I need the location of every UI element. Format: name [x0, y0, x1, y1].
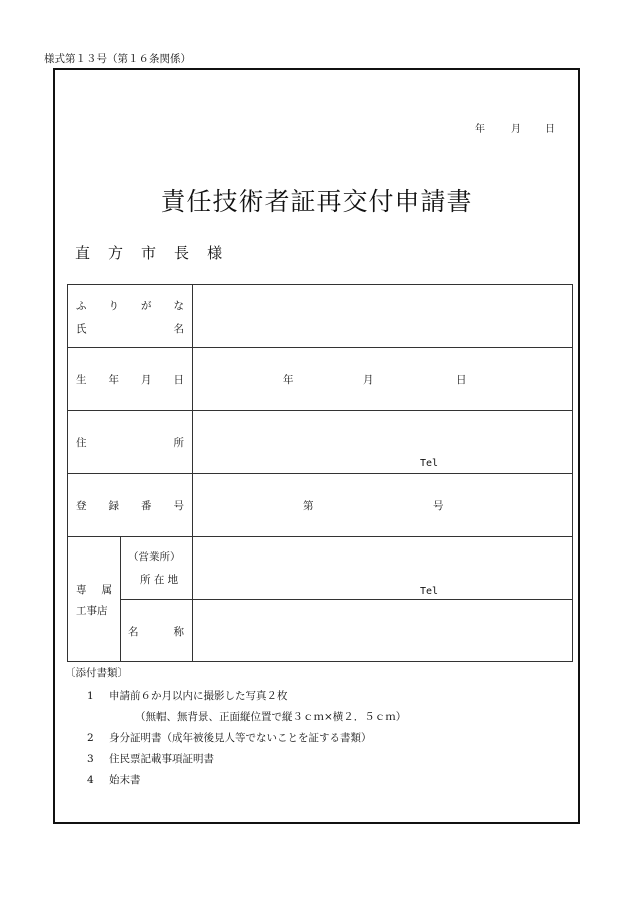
- birth-month-unit: 月: [363, 374, 374, 386]
- attachment-item: [87, 688, 288, 703]
- date-month: 月: [511, 124, 521, 135]
- label-char: 属: [101, 584, 112, 596]
- label-char: な: [173, 300, 184, 312]
- label-char: 住: [76, 437, 87, 449]
- label-char: 番: [141, 500, 152, 512]
- column-line: [120, 536, 121, 661]
- contractor-label: [76, 582, 112, 597]
- address-tel-label: Tel: [420, 458, 439, 469]
- registration-number-label: [76, 498, 184, 513]
- label-char: 日: [173, 374, 184, 386]
- recipient-char: 方: [108, 244, 130, 262]
- row-line: [68, 473, 572, 474]
- form-number: 様式第１３号（第１６条関係）: [44, 53, 191, 65]
- attachment-text: 申請前６か月以内に撮影した写真２枚: [109, 690, 288, 702]
- recipient-char: 長: [174, 244, 196, 262]
- attachment-num: 1: [87, 690, 94, 702]
- location-label: 所 在 地: [140, 574, 179, 586]
- attachments-heading: 〔添付書類〕: [65, 667, 128, 679]
- label-char: 名: [173, 323, 184, 335]
- attachment-text: 住民票記載事項証明書: [109, 753, 214, 765]
- label-char: 称: [173, 626, 184, 638]
- application-table: [67, 284, 573, 662]
- recipient-char: 直: [75, 244, 97, 262]
- label-char: 号: [173, 500, 184, 512]
- column-line: [192, 285, 193, 661]
- document-title: 責任技術者証再交付申請書: [160, 187, 473, 216]
- attachment-note: [135, 709, 406, 724]
- label-char: 所: [173, 437, 184, 449]
- recipient-char: 様: [207, 244, 229, 262]
- registration-suffix: 号: [433, 500, 444, 512]
- address-label: [76, 435, 184, 450]
- row-line: [68, 410, 572, 411]
- row-line: [120, 599, 572, 600]
- contractor-label-line2: 工事店: [76, 605, 108, 617]
- furigana-label: [76, 298, 184, 313]
- attachment-num: 2: [87, 732, 94, 744]
- name-field[interactable]: [204, 295, 564, 339]
- birth-year-unit: 年: [283, 374, 294, 386]
- date-year: 年: [475, 124, 485, 135]
- attachment-item: [87, 772, 141, 787]
- attachment-text: 身分証明書（成年被後見人等でないことを証する書類）: [109, 732, 372, 744]
- birth-date-label: [76, 372, 184, 387]
- recipient-char: 市: [141, 244, 163, 262]
- registration-prefix: 第: [303, 500, 314, 512]
- label-char: 月: [141, 374, 152, 386]
- row-line: [68, 347, 572, 348]
- recipient: [75, 242, 240, 263]
- attachment-text: （無帽、無背景、正面縦位置で縦３ｃｍ×横２．５ｃｍ）: [135, 711, 407, 723]
- location-tel-label: Tel: [420, 586, 439, 597]
- label-char: 年: [108, 374, 119, 386]
- label-char: 録: [108, 500, 119, 512]
- label-char: 氏: [76, 323, 87, 335]
- label-char: 専: [76, 584, 87, 596]
- name-label: [76, 321, 184, 336]
- office-note: （営業所）: [128, 551, 181, 563]
- form-frame: [53, 68, 580, 824]
- attachment-item: [87, 751, 214, 766]
- label-char: り: [108, 300, 119, 312]
- attachment-item: [87, 730, 372, 745]
- label-char: ふ: [76, 300, 87, 312]
- date-day: 日: [545, 124, 555, 135]
- label-char: 生: [76, 374, 87, 386]
- birth-day-unit: 日: [456, 374, 467, 386]
- attachment-num: 3: [87, 753, 94, 765]
- row-line: [68, 536, 572, 537]
- attachment-text: 始末書: [109, 774, 141, 786]
- label-char: が: [141, 300, 152, 312]
- label-char: 名: [128, 626, 139, 638]
- label-char: 登: [76, 500, 87, 512]
- company-name-label: [128, 624, 184, 639]
- attachment-num: 4: [87, 774, 94, 786]
